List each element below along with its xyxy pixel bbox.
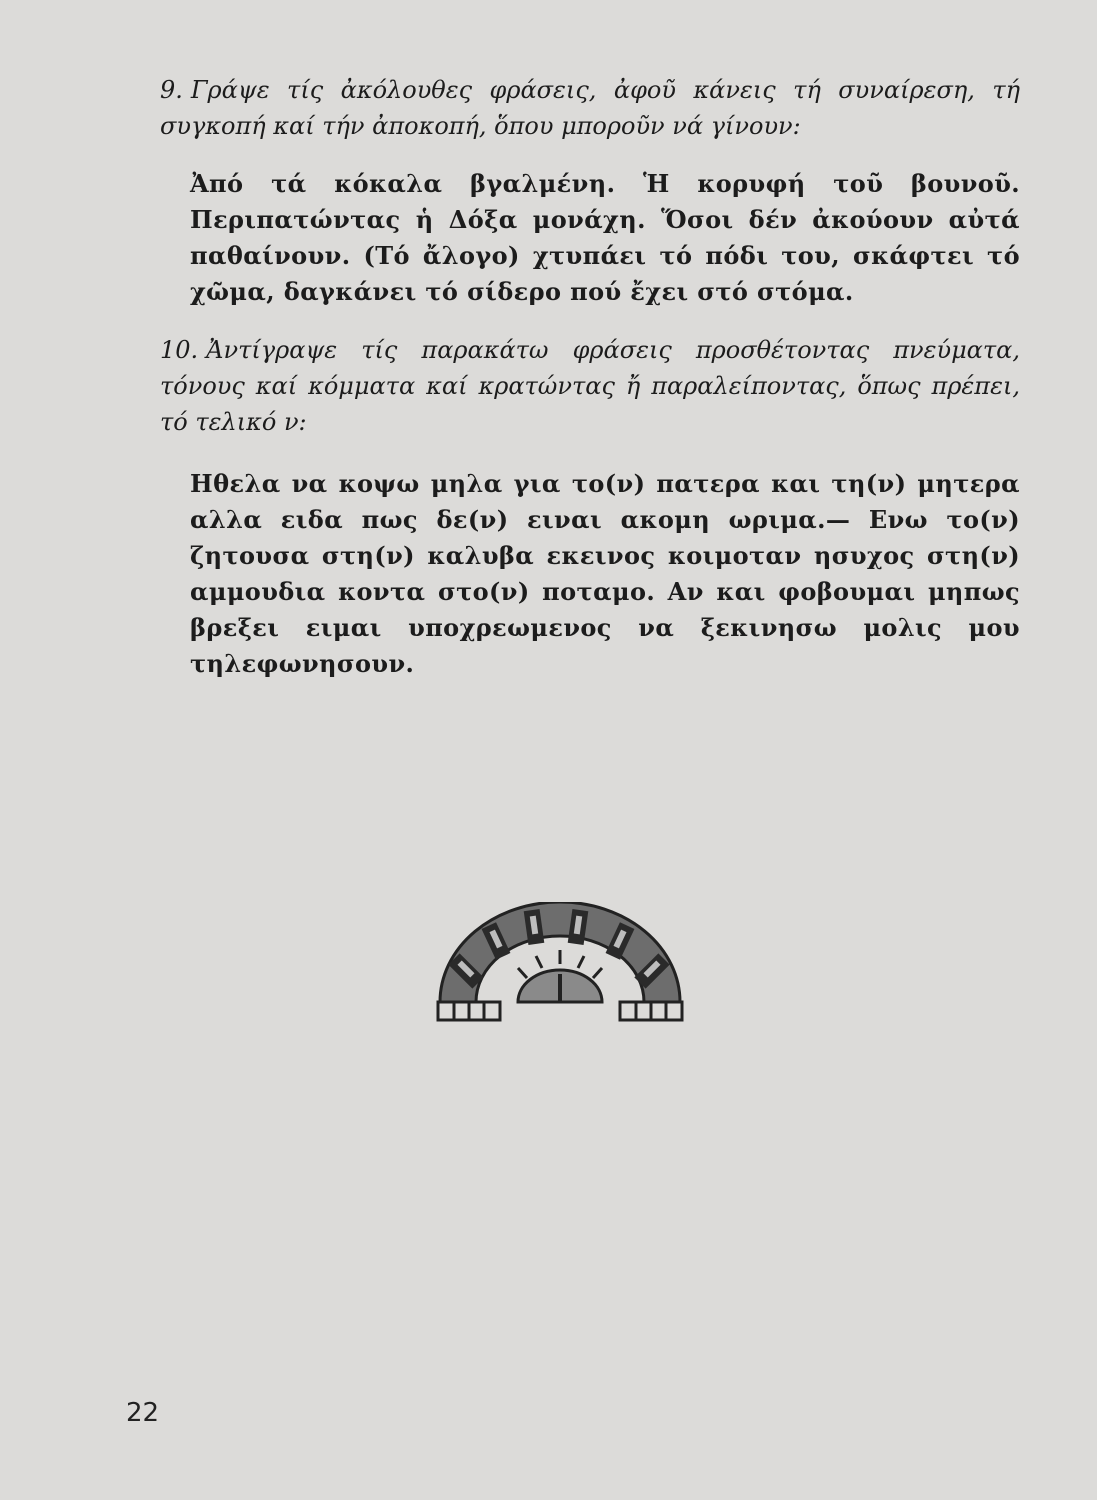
exercise-10-instruction-text: Ἀντίγραψε τίς παρακάτω φράσεις προσθέτοντας πνεύματα, τόνους καί κόμματα καί κρατώντας ἤ παραλείποντας, ὅπως πρέπει, τό τελικό ν: — [160, 336, 1020, 436]
page-number: 22 — [126, 1398, 160, 1428]
decorative-ornament-icon — [430, 902, 690, 1024]
exercise-9 — [160, 72, 1020, 310]
exercise-9-instruction-text: Γράψε τίς ἀκόλουθες φράσεις, ἀφοῦ κάνεις τή συναίρεση, τή συγκοπή καί τήν ἀποκοπή, ὅπου μποροῦν νά γίνουν: — [160, 76, 1020, 140]
exercise-10-number: 10. — [160, 336, 199, 364]
exercise-10-instruction — [160, 332, 1020, 440]
exercise-9-number: 9. — [160, 76, 183, 104]
exercise-10-text: Ηθελα να κοψω μηλα για το(ν) πατερα και τη(ν) μητερα αλλα ειδα πως δε(ν) ειναι ακομη ωριμα.— Ενω το(ν) ζητουσα στη(ν) καλυβα εκεινος κοιμοταν ησυχος στη(ν) αμμουδια κοντα στο(ν) ποταμο. Αν και φοβουμαι μηπως βρεξει ειμαι υποχρεωμενος να ξεκινησω μολις μου τηλεφωνησουν. — [190, 469, 1020, 678]
exercise-9-instruction — [160, 72, 1020, 144]
exercise-9-text: Ἀπό τά κόκαλα βγαλμένη. Ἡ κορυφή τοῦ βουνοῦ. Περιπατώντας ἡ Δόξα μονάχη. Ὅσοι δέν ἀκούουν αὐτά παθαίνουν. (Τό ἄλογο) χτυπάει τό πόδι του, σκάφτει τό χῶμα, δαγκάνει τό σίδερο πού ἔχει στό στόμα. — [190, 169, 1020, 306]
exercise-10 — [160, 332, 1020, 682]
